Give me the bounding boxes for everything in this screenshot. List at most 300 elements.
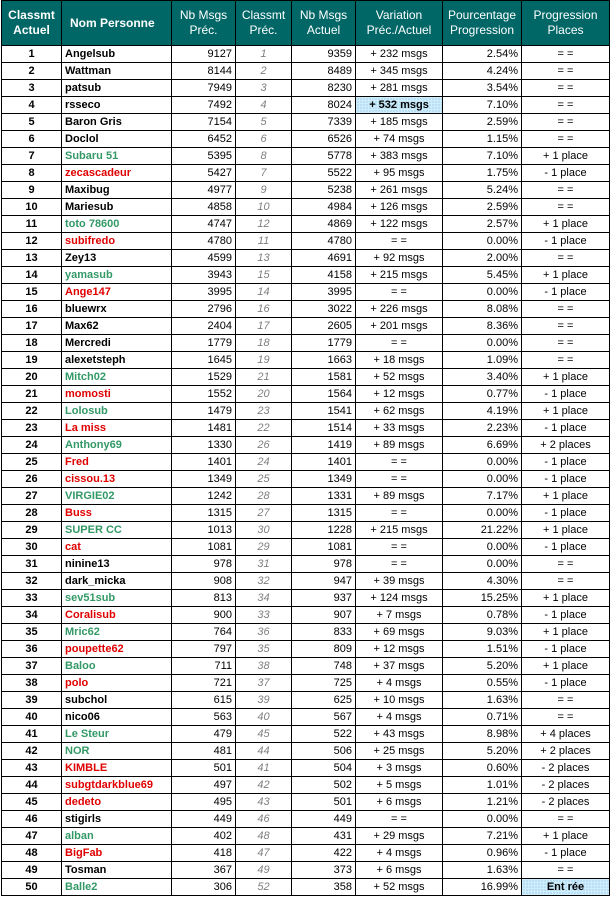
prev-msgs-cell: 7492: [172, 97, 236, 114]
prev-rank-cell: 2: [236, 63, 292, 80]
variation-cell: + 7 msgs: [356, 607, 443, 624]
prev-msgs-cell: 481: [172, 743, 236, 760]
rank-cell: 3: [2, 80, 62, 97]
pct-cell: 0.00%: [443, 335, 522, 352]
prev-msgs-cell: 9127: [172, 46, 236, 63]
curr-msgs-cell: 502: [292, 777, 356, 794]
pct-cell: 1.63%: [443, 692, 522, 709]
variation-cell: + 4 msgs: [356, 845, 443, 862]
prev-rank-cell: 33: [236, 607, 292, 624]
variation-cell: + 52 msgs: [356, 879, 443, 896]
rank-cell: 50: [2, 879, 62, 896]
name-cell: alexetsteph: [62, 352, 172, 369]
prev-msgs-cell: 1242: [172, 488, 236, 505]
name-cell: yamasub: [62, 267, 172, 284]
pct-cell: 7.10%: [443, 148, 522, 165]
curr-msgs-cell: 5778: [292, 148, 356, 165]
pct-cell: 1.09%: [443, 352, 522, 369]
name-cell: polo: [62, 675, 172, 692]
prev-msgs-cell: 2404: [172, 318, 236, 335]
prev-msgs-cell: 1401: [172, 454, 236, 471]
pct-cell: 0.00%: [443, 556, 522, 573]
variation-cell: + 39 msgs: [356, 573, 443, 590]
rank-cell: 19: [2, 352, 62, 369]
prev-rank-cell: 12: [236, 216, 292, 233]
table-row: [2, 335, 610, 352]
pct-cell: 0.00%: [443, 233, 522, 250]
pct-cell: 5.45%: [443, 267, 522, 284]
table-row: [2, 777, 610, 794]
curr-msgs-cell: 4869: [292, 216, 356, 233]
table-row: [2, 46, 610, 63]
rank-cell: 6: [2, 131, 62, 148]
progression-cell: + 4 places: [522, 726, 610, 743]
table-row: [2, 556, 610, 573]
pct-cell: 2.00%: [443, 250, 522, 267]
name-cell: Mric62: [62, 624, 172, 641]
name-cell: Maxibug: [62, 182, 172, 199]
pct-cell: 8.08%: [443, 301, 522, 318]
prev-msgs-cell: 1529: [172, 369, 236, 386]
variation-cell: + 261 msgs: [356, 182, 443, 199]
prev-rank-cell: 44: [236, 743, 292, 760]
name-cell: cissou.13: [62, 471, 172, 488]
pct-cell: 0.00%: [443, 811, 522, 828]
rank-cell: 17: [2, 318, 62, 335]
pct-cell: 9.03%: [443, 624, 522, 641]
name-cell: alban: [62, 828, 172, 845]
prev-rank-cell: 32: [236, 573, 292, 590]
prev-rank-cell: 37: [236, 675, 292, 692]
header-curr-msgs: Nb Msgs Actuel: [292, 1, 356, 46]
progression-cell: = =: [522, 250, 610, 267]
prev-rank-cell: 19: [236, 352, 292, 369]
name-cell: BigFab: [62, 845, 172, 862]
table-row: [2, 437, 610, 454]
progression-cell: - 1 place: [522, 641, 610, 658]
name-cell: Wattman: [62, 63, 172, 80]
pct-cell: 4.30%: [443, 573, 522, 590]
prev-rank-cell: 25: [236, 471, 292, 488]
name-cell: Le Steur: [62, 726, 172, 743]
variation-cell: + 18 msgs: [356, 352, 443, 369]
prev-rank-cell: 6: [236, 131, 292, 148]
progression-cell: + 1 place: [522, 658, 610, 675]
prev-msgs-cell: 4977: [172, 182, 236, 199]
curr-msgs-cell: 501: [292, 794, 356, 811]
variation-cell: + 52 msgs: [356, 369, 443, 386]
rank-cell: 10: [2, 199, 62, 216]
prev-msgs-cell: 479: [172, 726, 236, 743]
header-prev-msgs: Nb Msgs Préc.: [172, 1, 236, 46]
pct-cell: 1.01%: [443, 777, 522, 794]
variation-cell: = =: [356, 539, 443, 556]
name-cell: Fred: [62, 454, 172, 471]
prev-rank-cell: 28: [236, 488, 292, 505]
name-cell: subifredo: [62, 233, 172, 250]
prev-rank-cell: 3: [236, 80, 292, 97]
table-row: [2, 165, 610, 182]
prev-rank-cell: 34: [236, 590, 292, 607]
name-cell: Ange147: [62, 284, 172, 301]
name-cell: Mitch02: [62, 369, 172, 386]
name-cell: KIMBLE: [62, 760, 172, 777]
rank-cell: 20: [2, 369, 62, 386]
curr-msgs-cell: 4780: [292, 233, 356, 250]
table-row: [2, 658, 610, 675]
header-progression: Progression Places: [522, 1, 610, 46]
pct-cell: 0.00%: [443, 539, 522, 556]
progression-cell: = =: [522, 318, 610, 335]
pct-cell: 15.25%: [443, 590, 522, 607]
variation-cell: + 62 msgs: [356, 403, 443, 420]
pct-cell: 0.55%: [443, 675, 522, 692]
progression-cell: + 1 place: [522, 828, 610, 845]
prev-rank-cell: 42: [236, 777, 292, 794]
progression-cell: = =: [522, 301, 610, 318]
progression-cell: + 1 place: [522, 216, 610, 233]
curr-msgs-cell: 8230: [292, 80, 356, 97]
variation-cell: + 345 msgs: [356, 63, 443, 80]
name-cell: sev51sub: [62, 590, 172, 607]
curr-msgs-cell: 809: [292, 641, 356, 658]
name-cell: Lolosub: [62, 403, 172, 420]
curr-msgs-cell: 504: [292, 760, 356, 777]
rank-cell: 28: [2, 505, 62, 522]
rank-cell: 16: [2, 301, 62, 318]
curr-msgs-cell: 1564: [292, 386, 356, 403]
curr-msgs-cell: 4691: [292, 250, 356, 267]
prev-rank-cell: 14: [236, 284, 292, 301]
prev-msgs-cell: 367: [172, 862, 236, 879]
pct-cell: 3.54%: [443, 80, 522, 97]
variation-cell: = =: [356, 233, 443, 250]
name-cell: VIRGIE02: [62, 488, 172, 505]
table-row: [2, 454, 610, 471]
pct-cell: 0.00%: [443, 454, 522, 471]
header-pct: Pourcentage Progression: [443, 1, 522, 46]
curr-msgs-cell: 506: [292, 743, 356, 760]
rank-cell: 39: [2, 692, 62, 709]
table-row: [2, 573, 610, 590]
pct-cell: 2.59%: [443, 114, 522, 131]
name-cell: NOR: [62, 743, 172, 760]
pct-cell: 0.71%: [443, 709, 522, 726]
curr-msgs-cell: 625: [292, 692, 356, 709]
rank-cell: 26: [2, 471, 62, 488]
name-cell: Subaru 51: [62, 148, 172, 165]
variation-cell: + 6 msgs: [356, 862, 443, 879]
variation-cell: = =: [356, 811, 443, 828]
rank-cell: 40: [2, 709, 62, 726]
table-row: [2, 97, 610, 114]
pct-cell: 1.15%: [443, 131, 522, 148]
name-cell: Mariesub: [62, 199, 172, 216]
prev-msgs-cell: 4599: [172, 250, 236, 267]
variation-cell: + 4 msgs: [356, 675, 443, 692]
curr-msgs-cell: 3995: [292, 284, 356, 301]
progression-cell: - 1 place: [522, 386, 610, 403]
table-row: [2, 743, 610, 760]
rank-cell: 46: [2, 811, 62, 828]
name-cell: Baron Gris: [62, 114, 172, 131]
variation-cell: + 215 msgs: [356, 267, 443, 284]
progression-cell: = =: [522, 352, 610, 369]
prev-msgs-cell: 497: [172, 777, 236, 794]
table-row: [2, 80, 610, 97]
curr-msgs-cell: 8489: [292, 63, 356, 80]
progression-cell: = =: [522, 692, 610, 709]
table-row: [2, 692, 610, 709]
prev-msgs-cell: 7949: [172, 80, 236, 97]
variation-cell: + 4 msgs: [356, 709, 443, 726]
variation-cell: + 37 msgs: [356, 658, 443, 675]
name-cell: momosti: [62, 386, 172, 403]
variation-cell: + 185 msgs: [356, 114, 443, 131]
prev-msgs-cell: 721: [172, 675, 236, 692]
variation-cell: + 281 msgs: [356, 80, 443, 97]
table-body: [2, 46, 610, 896]
prev-rank-cell: 49: [236, 862, 292, 879]
rank-cell: 8: [2, 165, 62, 182]
rank-cell: 2: [2, 63, 62, 80]
table-row: [2, 760, 610, 777]
rank-cell: 7: [2, 148, 62, 165]
progression-cell: - 1 place: [522, 675, 610, 692]
prev-msgs-cell: 1013: [172, 522, 236, 539]
pct-cell: 4.19%: [443, 403, 522, 420]
name-cell: rsseco: [62, 97, 172, 114]
curr-msgs-cell: 9359: [292, 46, 356, 63]
prev-rank-cell: 38: [236, 658, 292, 675]
prev-msgs-cell: 501: [172, 760, 236, 777]
pct-cell: 0.00%: [443, 471, 522, 488]
table-row: [2, 182, 610, 199]
variation-cell: = =: [356, 284, 443, 301]
table-header: [2, 1, 610, 46]
prev-rank-cell: 52: [236, 879, 292, 896]
rank-cell: 34: [2, 607, 62, 624]
rank-cell: 27: [2, 488, 62, 505]
progression-cell: + 1 place: [522, 522, 610, 539]
progression-cell: - 1 place: [522, 505, 610, 522]
header-variation: Variation Préc./Actuel: [356, 1, 443, 46]
progression-cell: + 1 place: [522, 369, 610, 386]
name-cell: subchol: [62, 692, 172, 709]
prev-rank-cell: 40: [236, 709, 292, 726]
table-row: [2, 879, 610, 896]
pct-cell: 16.99%: [443, 879, 522, 896]
curr-msgs-cell: 373: [292, 862, 356, 879]
progression-cell: - 1 place: [522, 471, 610, 488]
curr-msgs-cell: 907: [292, 607, 356, 624]
curr-msgs-cell: 4158: [292, 267, 356, 284]
table-row: [2, 471, 610, 488]
table-row: [2, 284, 610, 301]
curr-msgs-cell: 1228: [292, 522, 356, 539]
pct-cell: 2.23%: [443, 420, 522, 437]
prev-rank-cell: 45: [236, 726, 292, 743]
prev-rank-cell: 39: [236, 692, 292, 709]
prev-rank-cell: 21: [236, 369, 292, 386]
variation-cell: + 89 msgs: [356, 488, 443, 505]
prev-rank-cell: 24: [236, 454, 292, 471]
prev-msgs-cell: 8144: [172, 63, 236, 80]
rank-cell: 43: [2, 760, 62, 777]
curr-msgs-cell: 1315: [292, 505, 356, 522]
rank-cell: 5: [2, 114, 62, 131]
rank-cell: 22: [2, 403, 62, 420]
rank-cell: 45: [2, 794, 62, 811]
curr-msgs-cell: 1081: [292, 539, 356, 556]
table-row: [2, 352, 610, 369]
rank-cell: 48: [2, 845, 62, 862]
table-row: [2, 403, 610, 420]
prev-rank-cell: 22: [236, 420, 292, 437]
name-cell: La miss: [62, 420, 172, 437]
pct-cell: 2.54%: [443, 46, 522, 63]
progression-cell: = =: [522, 199, 610, 216]
progression-cell: = =: [522, 335, 610, 352]
progression-cell: + 2 places: [522, 437, 610, 454]
pct-cell: 1.63%: [443, 862, 522, 879]
table-row: [2, 726, 610, 743]
prev-msgs-cell: 1479: [172, 403, 236, 420]
rank-cell: 14: [2, 267, 62, 284]
curr-msgs-cell: 358: [292, 879, 356, 896]
curr-msgs-cell: 947: [292, 573, 356, 590]
pct-cell: 1.21%: [443, 794, 522, 811]
name-cell: Tosman: [62, 862, 172, 879]
prev-rank-cell: 1: [236, 46, 292, 63]
rank-cell: 37: [2, 658, 62, 675]
table-row: [2, 811, 610, 828]
prev-msgs-cell: 4747: [172, 216, 236, 233]
name-cell: toto 78600: [62, 216, 172, 233]
curr-msgs-cell: 6526: [292, 131, 356, 148]
variation-cell: + 33 msgs: [356, 420, 443, 437]
variation-cell: + 69 msgs: [356, 624, 443, 641]
pct-cell: 0.60%: [443, 760, 522, 777]
curr-msgs-cell: 1401: [292, 454, 356, 471]
name-cell: Coralisub: [62, 607, 172, 624]
prev-rank-cell: 9: [236, 182, 292, 199]
pct-cell: 2.59%: [443, 199, 522, 216]
prev-rank-cell: 8: [236, 148, 292, 165]
prev-rank-cell: 10: [236, 199, 292, 216]
progression-cell: = =: [522, 862, 610, 879]
variation-cell: + 5 msgs: [356, 777, 443, 794]
variation-cell: + 29 msgs: [356, 828, 443, 845]
variation-cell: = =: [356, 505, 443, 522]
prev-rank-cell: 46: [236, 811, 292, 828]
prev-rank-cell: 23: [236, 403, 292, 420]
rank-cell: 9: [2, 182, 62, 199]
table-row: [2, 539, 610, 556]
curr-msgs-cell: 4984: [292, 199, 356, 216]
prev-rank-cell: 16: [236, 301, 292, 318]
curr-msgs-cell: 422: [292, 845, 356, 862]
name-cell: Mercredi: [62, 335, 172, 352]
prev-rank-cell: 4: [236, 97, 292, 114]
prev-msgs-cell: 5395: [172, 148, 236, 165]
table-row: [2, 386, 610, 403]
rank-cell: 1: [2, 46, 62, 63]
prev-msgs-cell: 4780: [172, 233, 236, 250]
prev-msgs-cell: 711: [172, 658, 236, 675]
name-cell: dark_micka: [62, 573, 172, 590]
progression-cell: = =: [522, 182, 610, 199]
prev-rank-cell: 48: [236, 828, 292, 845]
table-row: [2, 216, 610, 233]
name-cell: Balle2: [62, 879, 172, 896]
curr-msgs-cell: 748: [292, 658, 356, 675]
name-cell: nico06: [62, 709, 172, 726]
table-row: [2, 590, 610, 607]
table-row: [2, 267, 610, 284]
table-row: [2, 148, 610, 165]
prev-rank-cell: 43: [236, 794, 292, 811]
variation-cell: + 6 msgs: [356, 794, 443, 811]
prev-rank-cell: 30: [236, 522, 292, 539]
prev-msgs-cell: 813: [172, 590, 236, 607]
curr-msgs-cell: 978: [292, 556, 356, 573]
progression-cell: = =: [522, 556, 610, 573]
rank-cell: 15: [2, 284, 62, 301]
prev-msgs-cell: 2796: [172, 301, 236, 318]
curr-msgs-cell: 1581: [292, 369, 356, 386]
variation-cell: = =: [356, 454, 443, 471]
prev-msgs-cell: 615: [172, 692, 236, 709]
curr-msgs-cell: 5238: [292, 182, 356, 199]
rank-cell: 31: [2, 556, 62, 573]
table-row: [2, 505, 610, 522]
name-cell: Max62: [62, 318, 172, 335]
progression-cell: + 1 place: [522, 267, 610, 284]
progression-cell: + 2 places: [522, 743, 610, 760]
table-row: [2, 488, 610, 505]
prev-rank-cell: 18: [236, 335, 292, 352]
name-cell: patsub: [62, 80, 172, 97]
table-row: [2, 675, 610, 692]
variation-cell: + 232 msgs: [356, 46, 443, 63]
prev-rank-cell: 29: [236, 539, 292, 556]
rank-cell: 44: [2, 777, 62, 794]
progression-cell: + 1 place: [522, 148, 610, 165]
progression-cell: - 1 place: [522, 284, 610, 301]
prev-msgs-cell: 1330: [172, 437, 236, 454]
prev-msgs-cell: 418: [172, 845, 236, 862]
prev-rank-cell: 36: [236, 624, 292, 641]
curr-msgs-cell: 8024: [292, 97, 356, 114]
pct-cell: 7.10%: [443, 97, 522, 114]
name-cell: Angelsub: [62, 46, 172, 63]
curr-msgs-cell: 1541: [292, 403, 356, 420]
progression-cell: + 1 place: [522, 590, 610, 607]
rank-cell: 49: [2, 862, 62, 879]
rank-cell: 24: [2, 437, 62, 454]
variation-cell: + 532 msgs: [356, 97, 443, 114]
progression-cell: = =: [522, 97, 610, 114]
prev-rank-cell: 5: [236, 114, 292, 131]
table-row: [2, 301, 610, 318]
name-cell: Doclol: [62, 131, 172, 148]
variation-cell: + 124 msgs: [356, 590, 443, 607]
progression-cell: - 2 places: [522, 760, 610, 777]
table-row: [2, 641, 610, 658]
name-cell: Zey13: [62, 250, 172, 267]
prev-rank-cell: 13: [236, 250, 292, 267]
